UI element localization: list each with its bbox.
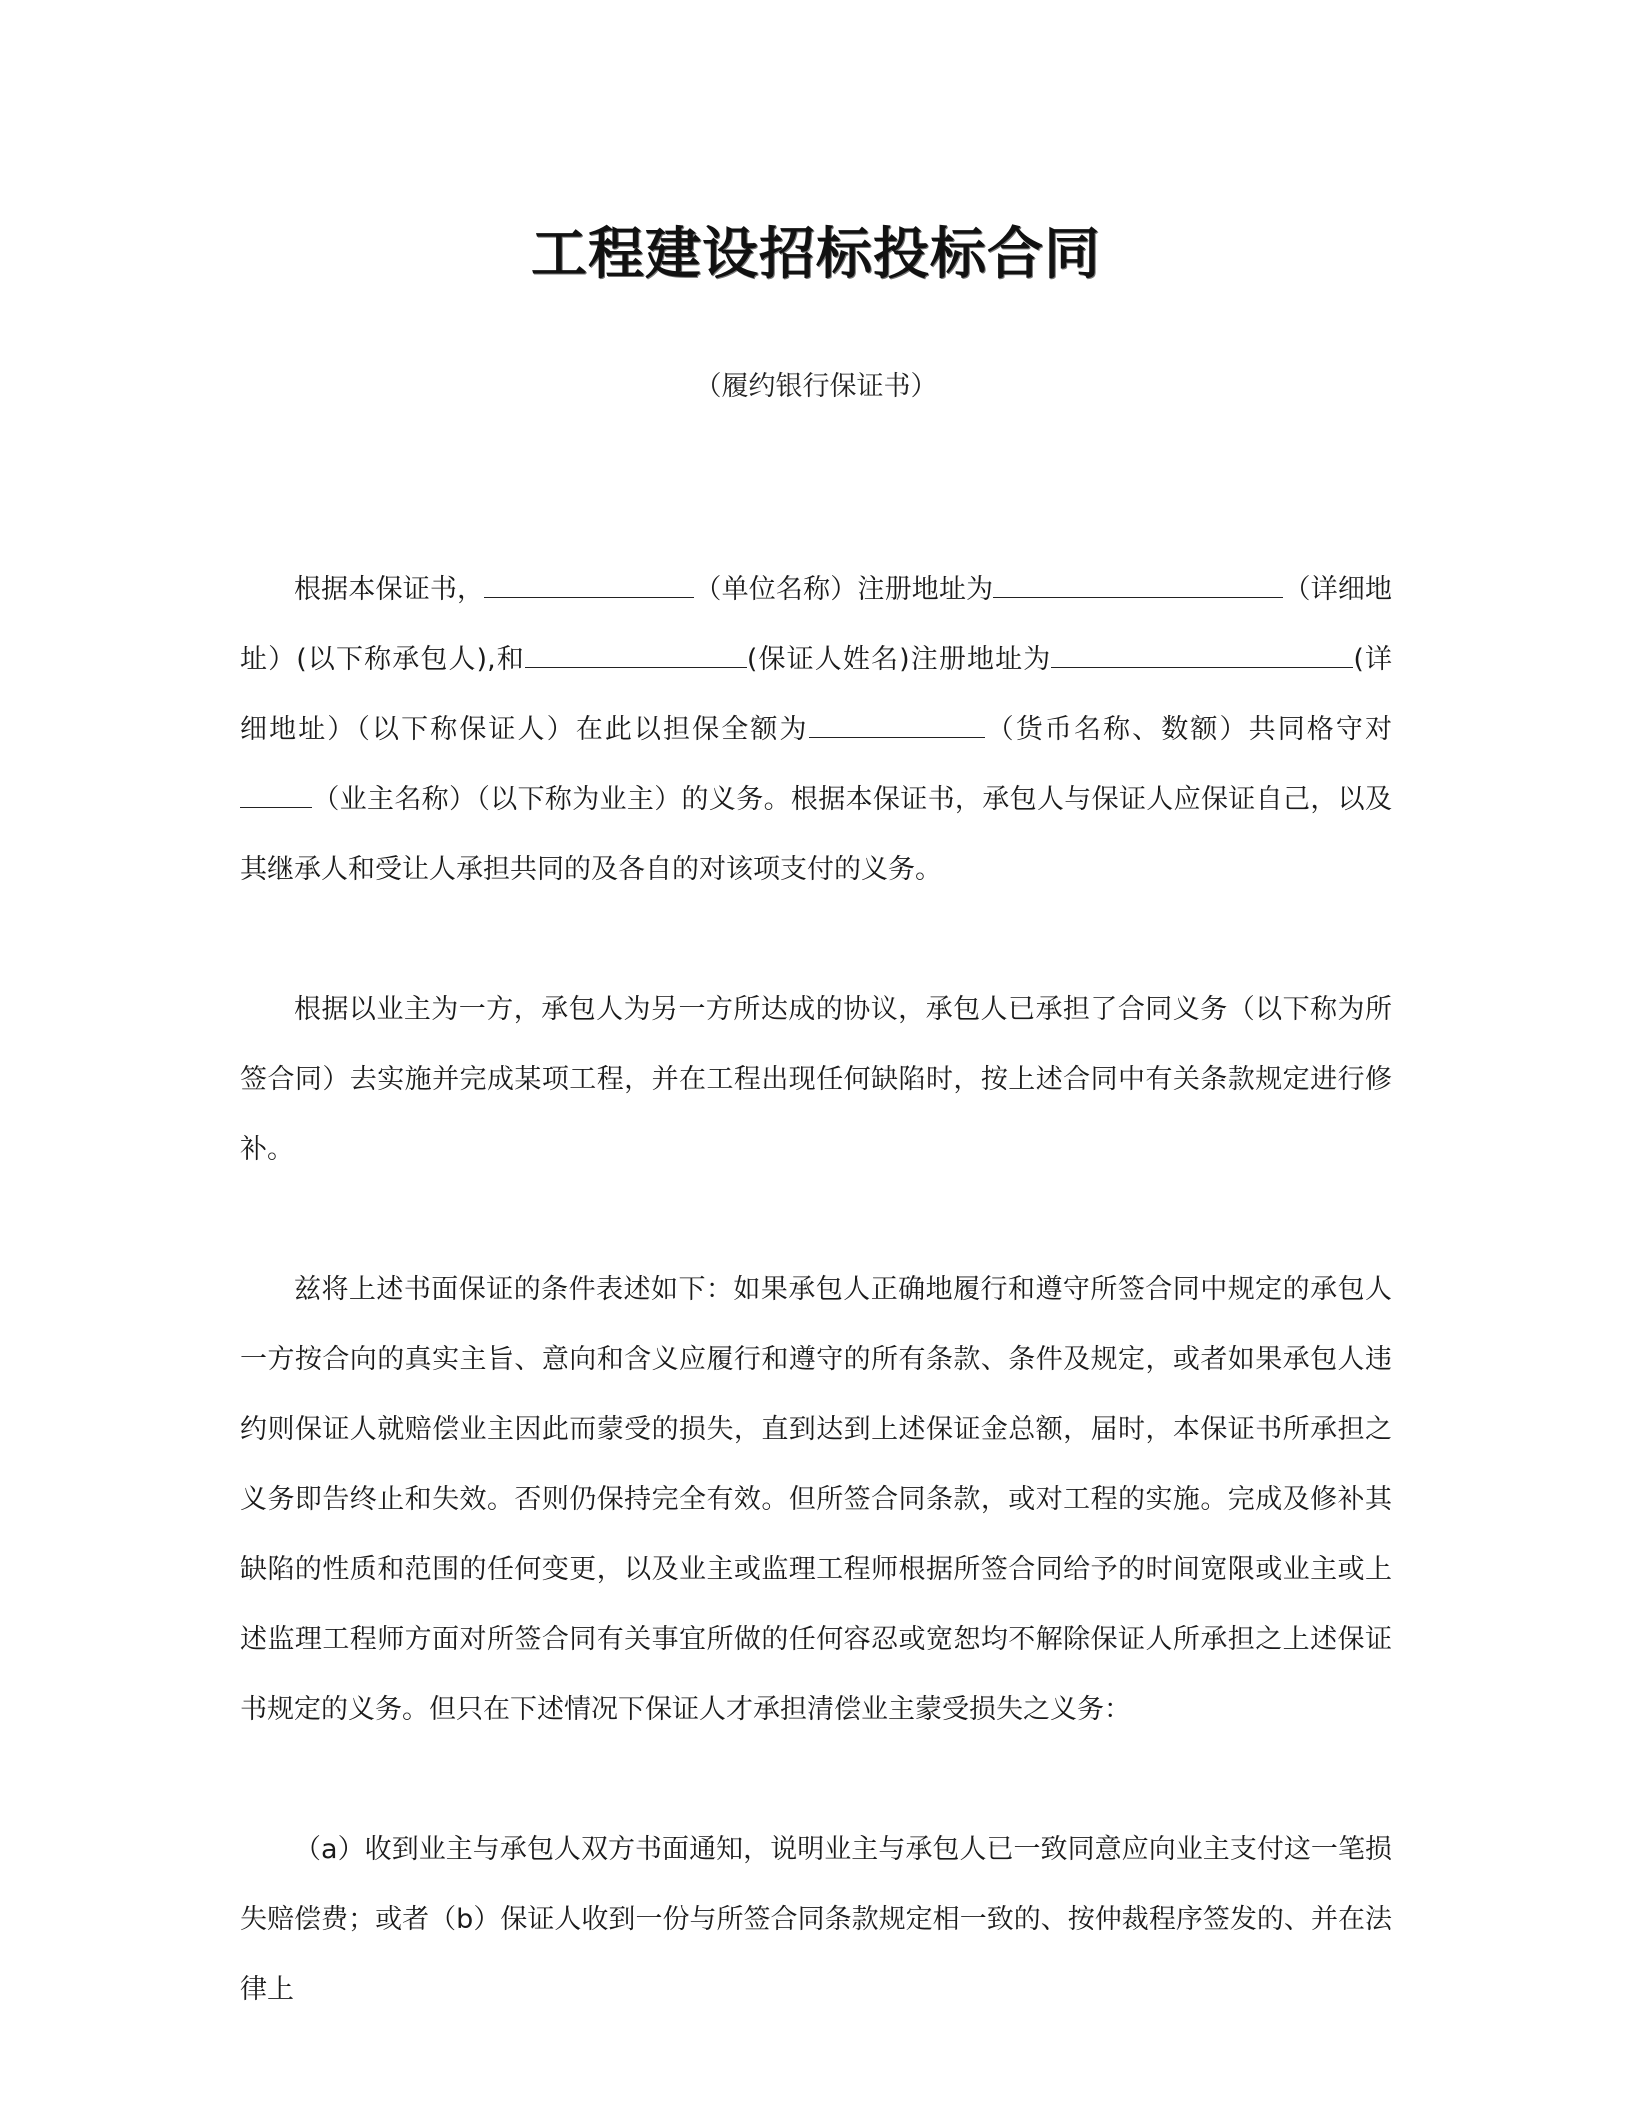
amount-blank [809, 713, 985, 738]
paragraph-gap [240, 1185, 1392, 1255]
guarantor-address-blank [1051, 643, 1353, 668]
contractor-address-blank [993, 573, 1283, 598]
document-title: 工程建设招标投标合同 [531, 222, 1101, 287]
unit-name-blank [484, 573, 694, 598]
paragraph-guarantee-parties [240, 555, 1392, 905]
paragraph-contract-obligation: 根据以业主为一方，承包人为另一方所达成的协议，承包人已承担了合同义务（以下称为所签合同）去实施并完成某项工程，并在工程出现任何缺陷时，按上述合同中有关条款规定进行修补。 [240, 994, 1392, 1165]
paragraph1-text-4: (保证人姓名)注册地址为 [746, 644, 1052, 675]
paragraph-gap [240, 1745, 1392, 1815]
guarantor-name-blank [525, 643, 747, 668]
paragraph1-text-1: 根据本保证书， [294, 574, 485, 605]
paragraph-compensation-cases: （a）收到业主与承包人双方书面通知，说明业主与承包人已一致同意应向业主支付这一笔损失赔偿费；或者（b）保证人收到一份与所签合同条款规定相一致的、按仲裁程序签发的、并在法律上 [240, 1834, 1392, 2005]
document-body [240, 555, 1392, 2025]
paragraph1-text-6: （货币名称、数额）共同格守对 [984, 714, 1393, 745]
owner-name-blank [240, 783, 312, 808]
paragraph-guarantee-conditions: 兹将上述书面保证的条件表述如下：如果承包人正确地履行和遵守所签合同中规定的承包人一方按合向的真实主旨、意向和含义应履行和遵守的所有条款、条件及规定，或者如果承包人违约则保证人就赔偿业主因此而蒙受的损失，直到达到上述保证金总额，届时，本保证书所承担之义务即告终止和失效。否则仍保持完全有效。但所签合同条款，或对工程的实施。完成及修补其缺陷的性质和范围的任何变更，以及业主或监理工程师根据所签合同给予的时间宽限或业主或上述监理工程师方面对所签合同有关事宜所做的任何容忍或宽恕均不解除保证人所承担之上述保证书规定的义务。但只在下述情况下保证人才承担清偿业主蒙受损失之义务： [240, 1274, 1392, 1725]
paragraph1-text-7: （业主名称）（以下称为业主）的义务。根据本保证书，承包人与保证人应保证自己，以及其继承人和受让人承担共同的及各自的对该项支付的义务。 [240, 784, 1392, 885]
paragraph1-text-2: （单位名称）注册地址为 [694, 574, 994, 605]
paragraph-gap [240, 905, 1392, 975]
document-subtitle: （履约银行保证书） [694, 371, 938, 402]
paragraph1-text-3: （详细地址）(以下称承包人),和 [240, 574, 1393, 675]
paragraph1-text-5: (详细地址）（以下称保证人）在此以担保全额为 [240, 644, 1392, 745]
